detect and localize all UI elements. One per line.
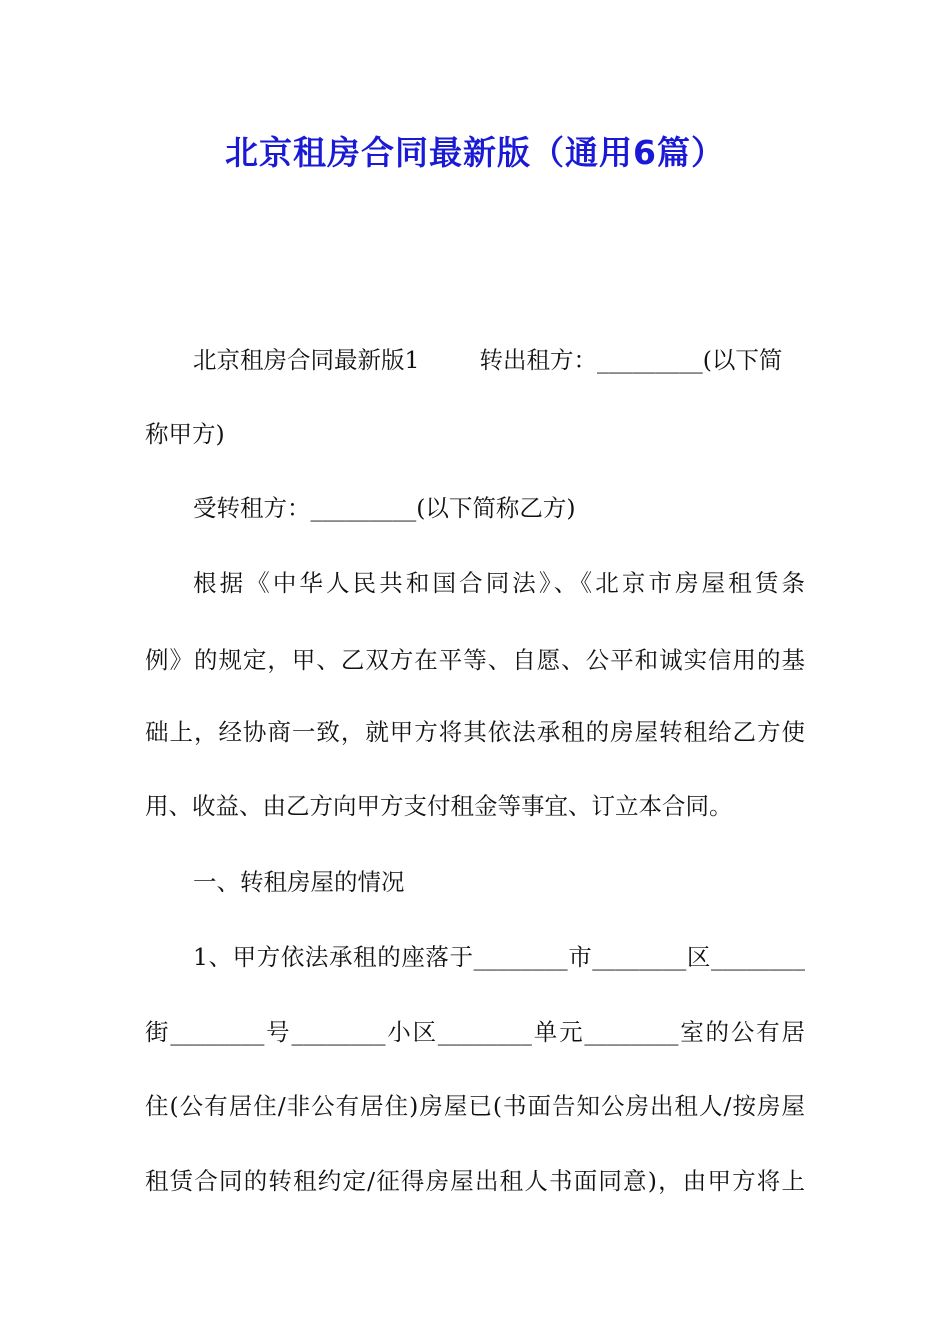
paragraph-line-4: 根据《中华人民共和国合同法》、《北京市房屋租赁条 [193, 569, 805, 597]
section-heading-inline: 北京租房合同最新版1 [193, 346, 420, 374]
paragraph-line-3: 受转租方：_________(以下简称乙方) [193, 494, 576, 522]
paragraph-line-12: 租赁合同的转租约定/征得房屋出租人书面同意)，由甲方将上 [145, 1167, 805, 1195]
paragraph-line-9: 1、甲方依法承租的座落于________市________区________ [193, 943, 805, 971]
paragraph-line-10: 街________号________小区________单元________室的公有居 [145, 1018, 805, 1046]
paragraph-line-7: 用、收益、由乙方向甲方支付租金等事宜、订立本合同。 [145, 792, 733, 820]
paragraph-line-1 [193, 340, 782, 380]
transferor-clause: 转出租方：_________(以下简 [479, 346, 783, 374]
document-body [145, 0, 805, 1344]
paragraph-line-2: 称甲方) [145, 420, 225, 448]
section-heading: 一、转租房屋的情况 [193, 868, 405, 896]
paragraph-line-6: 础上，经协商一致，就甲方将其依法承租的房屋转租给乙方使 [145, 718, 805, 746]
document-title: 北京租房合同最新版（通用6篇） [225, 133, 725, 172]
paragraph-line-11: 住(公有居住/非公有居住)房屋已(书面告知公房出租人/按房屋 [145, 1092, 805, 1120]
paragraph-line-5: 例》的规定，甲、乙双方在平等、自愿、公平和诚实信用的基 [145, 646, 805, 674]
